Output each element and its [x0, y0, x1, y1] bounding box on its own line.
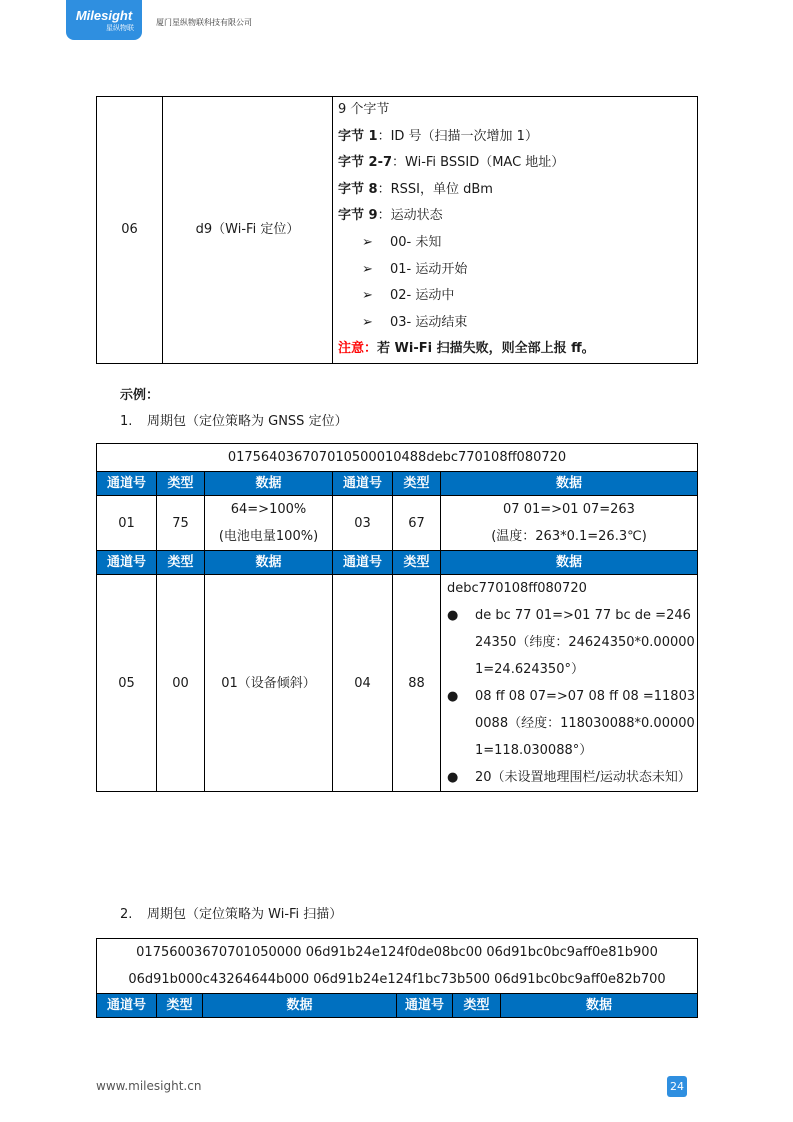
header-channel: 通道号 — [333, 551, 393, 575]
byte-8-label: 字节 8 — [338, 181, 378, 197]
header-data: 数据 — [441, 472, 698, 496]
bullet-icon: ● — [447, 770, 459, 785]
header-data: 数据 — [205, 472, 333, 496]
gps-data-cell — [441, 575, 698, 792]
byte-1-text: ：ID 号（扫描一次增加 1） — [377, 128, 538, 144]
byte-9-label: 字节 9 — [338, 208, 378, 224]
byte-8-line — [338, 177, 697, 204]
byte-8-text: ：RSSI，单位 dBm — [377, 181, 493, 197]
arrow-icon: ➢ — [362, 288, 373, 304]
logo-sub: 星纵物联 — [106, 24, 134, 32]
header-data: 数据 — [501, 994, 698, 1018]
channel-cell: 03 — [333, 496, 393, 551]
page-number: 24 — [667, 1076, 687, 1097]
byte-1-label: 字节 1 — [338, 128, 378, 144]
table-row — [97, 575, 698, 792]
payload-cell: 017564036707010500010488debc770108ff080720 — [97, 444, 698, 472]
byte-count: 9 个字节 — [338, 102, 390, 117]
header-channel: 通道号 — [397, 994, 453, 1018]
description-cell — [333, 97, 698, 364]
type-cell: 88 — [393, 575, 441, 792]
header-data: 数据 — [441, 551, 698, 575]
header-type: 类型 — [157, 551, 205, 575]
example-item-1 — [120, 410, 348, 429]
type-cell: 75 — [157, 496, 205, 551]
motion-state-item: ➢ 02- 运动中 — [338, 283, 697, 310]
byte-1-line — [338, 124, 697, 151]
header-channel: 通道号 — [97, 472, 157, 496]
item-number: 1. — [120, 414, 133, 429]
item-text: 周期包（定位策略为 Wi-Fi 扫描） — [147, 907, 343, 922]
example-1-table — [96, 443, 698, 792]
type-cell: 67 — [393, 496, 441, 551]
header-type: 类型 — [393, 472, 441, 496]
channel-cell: 05 — [97, 575, 157, 792]
byte-9-line — [338, 203, 697, 230]
arrow-icon: ➢ — [362, 314, 373, 330]
data-cell: 64=>100% (电池电量100%) — [205, 496, 333, 551]
bullet-icon: ● — [447, 608, 459, 623]
channel-cell: 01 — [97, 496, 157, 551]
channel-06-table — [96, 96, 698, 364]
byte-2-7-text: ：Wi-Fi BSSID（MAC 地址） — [392, 155, 565, 171]
header-channel: 通道号 — [97, 994, 157, 1018]
byte-2-7-line — [338, 150, 697, 177]
motion-state-item: ➢ 03- 运动结束 — [338, 310, 697, 337]
header-type: 类型 — [393, 551, 441, 575]
payload-cell: 01756003670701050000 06d91b24e124f0de08bc00 06d91bc0bc9aff0e81b900 06d91b000c43264644b000 06d91b24e124f1bc73b500 06d91bc0bc9aff0e82b700 — [97, 939, 698, 994]
header-type: 类型 — [453, 994, 501, 1018]
type-cell: 00 — [157, 575, 205, 792]
channel-cell: 04 — [333, 575, 393, 792]
arrow-icon: ➢ — [362, 261, 373, 277]
example-item-2 — [120, 903, 342, 922]
example-heading: 示例： — [120, 388, 160, 403]
bullet-icon: ● — [447, 689, 459, 704]
note-label: 注意： — [338, 341, 378, 357]
item-text: 周期包（定位策略为 GNSS 定位） — [147, 414, 348, 429]
byte-9-text: ：运动状态 — [377, 208, 443, 224]
footer-url: www.milesight.cn — [96, 1079, 202, 1093]
header-channel: 通道号 — [333, 472, 393, 496]
channel-cell: 06 — [97, 97, 163, 364]
column-header-row — [97, 472, 698, 496]
motion-state-item: ➢ 01- 运动开始 — [338, 257, 697, 284]
header-type: 类型 — [157, 994, 203, 1018]
header-data: 数据 — [203, 994, 397, 1018]
header-channel: 通道号 — [97, 551, 157, 575]
arrow-icon: ➢ — [362, 234, 373, 250]
data-cell: 01（设备倾斜） — [205, 575, 333, 792]
column-header-row — [97, 551, 698, 575]
byte-2-7-label: 字节 2-7 — [338, 155, 393, 171]
example-2-table — [96, 938, 698, 1018]
company-logo — [66, 0, 142, 40]
logo-name: Milesight — [75, 8, 133, 23]
latitude-bullet: ● de bc 77 01=>01 77 bc de =24624350（纬度：24624350*0.000001=24.624350°） — [447, 602, 697, 683]
item-number: 2. — [120, 907, 133, 922]
type-cell: d9（Wi-Fi 定位） — [163, 97, 333, 364]
company-name: 厦门星纵物联科技有限公司 — [156, 18, 252, 27]
longitude-bullet: ● 08 ff 08 07=>07 08 ff 08 =118030088（经度：118030088*0.000001=118.030088°） — [447, 683, 697, 764]
header-type: 类型 — [157, 472, 205, 496]
data-cell: 07 01=>01 07=263 (温度：263*0.1=26.3℃) — [441, 496, 698, 551]
note-text: 若 Wi-Fi 扫描失败，则全部上报 ff。 — [377, 341, 595, 357]
table-row — [97, 496, 698, 551]
header-data: 数据 — [205, 551, 333, 575]
motion-bullet: ● 20（未设置地理围栏/运动状态未知） — [447, 764, 697, 791]
note-line — [338, 336, 697, 363]
gps-raw: debc770108ff080720 — [447, 581, 587, 596]
column-header-row — [97, 994, 698, 1018]
motion-state-item: ➢ 00- 未知 — [338, 230, 697, 257]
